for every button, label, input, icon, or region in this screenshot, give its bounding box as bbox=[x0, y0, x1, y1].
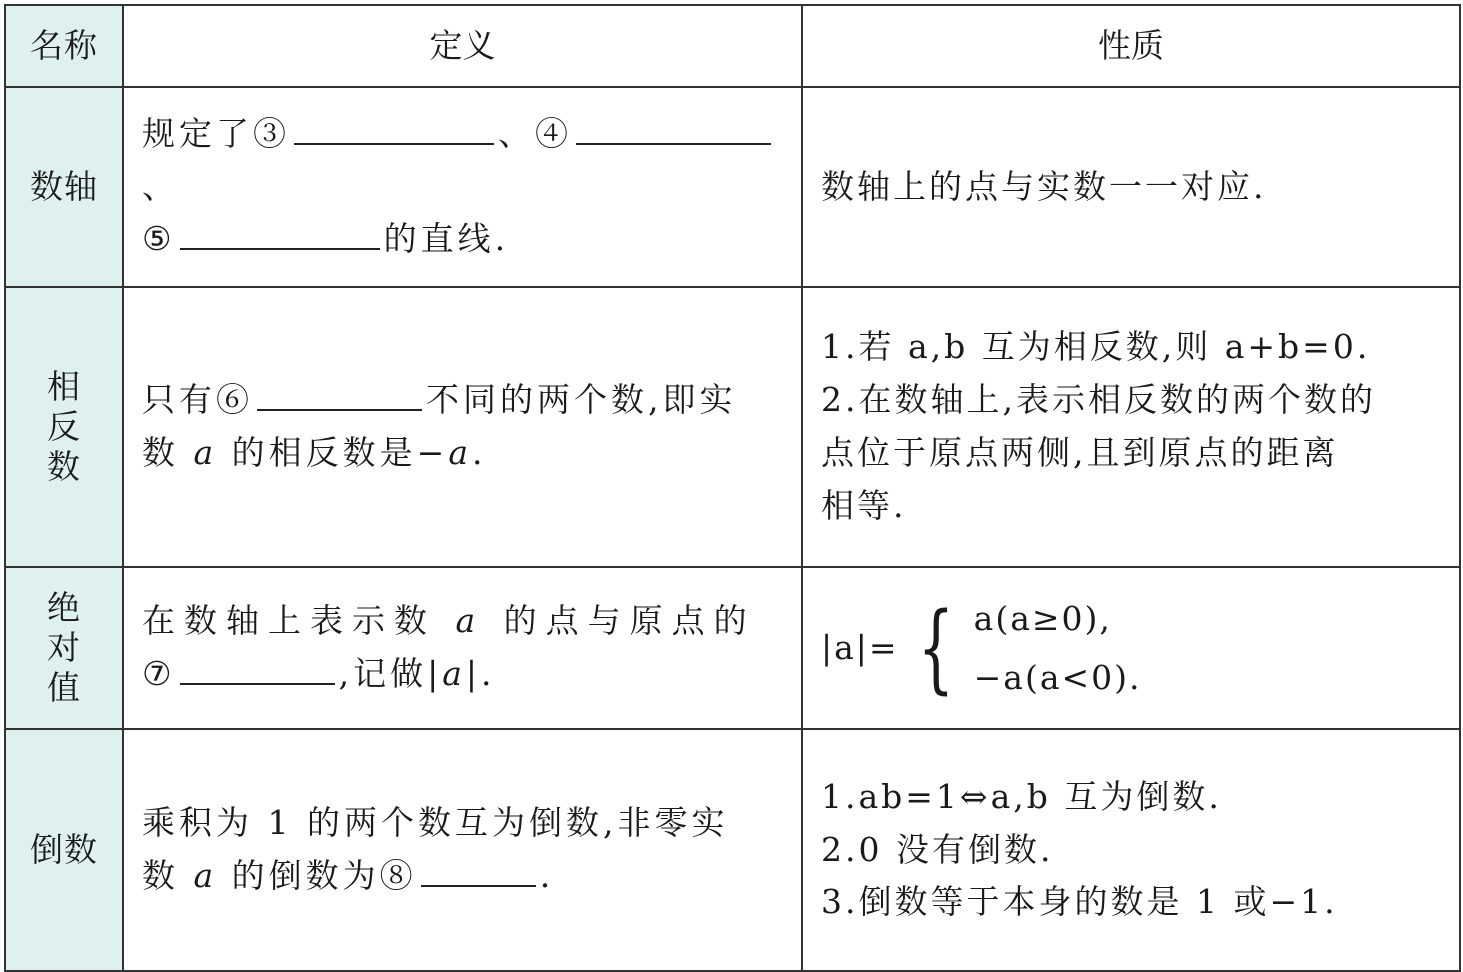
definition-text: ,记做| bbox=[338, 654, 443, 693]
definition-text: |. bbox=[465, 654, 496, 693]
definition-text: 数 bbox=[142, 433, 194, 472]
variable-a: a bbox=[448, 433, 473, 472]
left-brace-icon: { bbox=[917, 592, 956, 704]
variable-a: a bbox=[442, 654, 466, 693]
row-name-absolute-value bbox=[5, 567, 123, 729]
formula-case: a(a≥0), bbox=[973, 598, 1112, 638]
definition-text: ⑤ bbox=[142, 219, 176, 259]
property-cell bbox=[802, 87, 1460, 287]
definition-line: 乘积为 1 的两个数互为倒数,非零实 bbox=[142, 803, 729, 843]
table-row bbox=[5, 87, 1460, 287]
definition-cell bbox=[123, 729, 802, 971]
row-name-reciprocal: 倒数 bbox=[5, 729, 123, 971]
definition-text: 在数轴上表示数 bbox=[142, 601, 456, 641]
variable-a: a bbox=[193, 856, 218, 895]
definition-text: 、④ bbox=[498, 113, 572, 153]
definition-cell bbox=[123, 287, 802, 567]
definition-cell bbox=[123, 87, 802, 287]
definition-text: ⑦ bbox=[142, 654, 176, 693]
formula-cases bbox=[974, 589, 1142, 708]
definition-line bbox=[142, 427, 787, 480]
property-line: 1.若 a,b 互为相反数,则 a+b=0. bbox=[821, 327, 1371, 367]
definition-text: 的相反数是− bbox=[217, 433, 449, 472]
property-cell bbox=[802, 729, 1460, 971]
variable-a: a bbox=[193, 433, 218, 472]
fill-blank-5[interactable] bbox=[180, 220, 380, 250]
property-line: 相等. bbox=[821, 485, 907, 525]
header-property: 性质 bbox=[802, 5, 1460, 87]
definition-text: 、 bbox=[142, 166, 179, 206]
row-name-char: 反 bbox=[47, 406, 81, 446]
property-cell bbox=[802, 287, 1460, 567]
row-name-opposite-number bbox=[5, 287, 123, 567]
definition-text: 数 bbox=[142, 856, 194, 895]
formula-lhs: |a|= bbox=[821, 627, 899, 667]
definition-text: 的直线. bbox=[383, 219, 510, 259]
definition-text: . bbox=[539, 856, 555, 895]
property-cell bbox=[802, 567, 1460, 729]
row-name-char: 数 bbox=[47, 447, 81, 487]
table-row bbox=[5, 729, 1460, 971]
fill-blank-3[interactable] bbox=[294, 115, 494, 145]
definition-line bbox=[142, 108, 787, 214]
property-line: 点位于原点两侧,且到原点的距离 bbox=[821, 433, 1339, 472]
concept-table bbox=[4, 4, 1461, 972]
fill-blank-4[interactable] bbox=[576, 115, 771, 145]
definition-line bbox=[142, 850, 787, 903]
definition-line bbox=[142, 374, 787, 427]
definition-cell bbox=[123, 567, 802, 729]
definition-text: 规定了③ bbox=[142, 113, 290, 153]
definition-text: . bbox=[472, 433, 487, 472]
header-name: 名称 bbox=[5, 5, 123, 87]
row-name-char: 绝 bbox=[47, 587, 81, 627]
variable-a: a bbox=[455, 601, 485, 641]
definition-line bbox=[142, 648, 787, 701]
definition-text: 的点与原点的 bbox=[484, 601, 756, 641]
fill-blank-6[interactable] bbox=[257, 381, 422, 411]
formula-case: −a(a<0). bbox=[973, 658, 1142, 697]
piecewise-formula bbox=[821, 589, 1445, 708]
property-line: 数轴上的点与实数一一对应. bbox=[821, 166, 1267, 206]
fill-blank-8[interactable] bbox=[421, 857, 536, 887]
definition-line bbox=[142, 213, 787, 266]
definition-line bbox=[142, 595, 787, 648]
row-name-number-line: 数轴 bbox=[5, 87, 123, 287]
definition-text: 的倒数为⑧ bbox=[217, 856, 417, 895]
header-definition: 定义 bbox=[123, 5, 802, 87]
property-line: 2.在数轴上,表示相反数的两个数的 bbox=[821, 380, 1376, 420]
property-line: 3.倒数等于本身的数是 1 或−1. bbox=[821, 882, 1338, 922]
header-row bbox=[5, 5, 1460, 87]
table-row bbox=[5, 567, 1460, 729]
definition-text: 不同的两个数,即实 bbox=[426, 380, 737, 420]
property-line: 2.0 没有倒数. bbox=[821, 829, 1054, 869]
row-name-char: 相 bbox=[47, 366, 81, 406]
table-row bbox=[5, 287, 1460, 567]
row-name-char: 值 bbox=[47, 668, 81, 708]
property-line: 1.ab=1⇔a,b 互为倒数. bbox=[821, 776, 1222, 816]
fill-blank-7[interactable] bbox=[180, 655, 335, 685]
row-name-char: 对 bbox=[47, 627, 81, 667]
definition-text: 只有⑥ bbox=[142, 380, 253, 420]
